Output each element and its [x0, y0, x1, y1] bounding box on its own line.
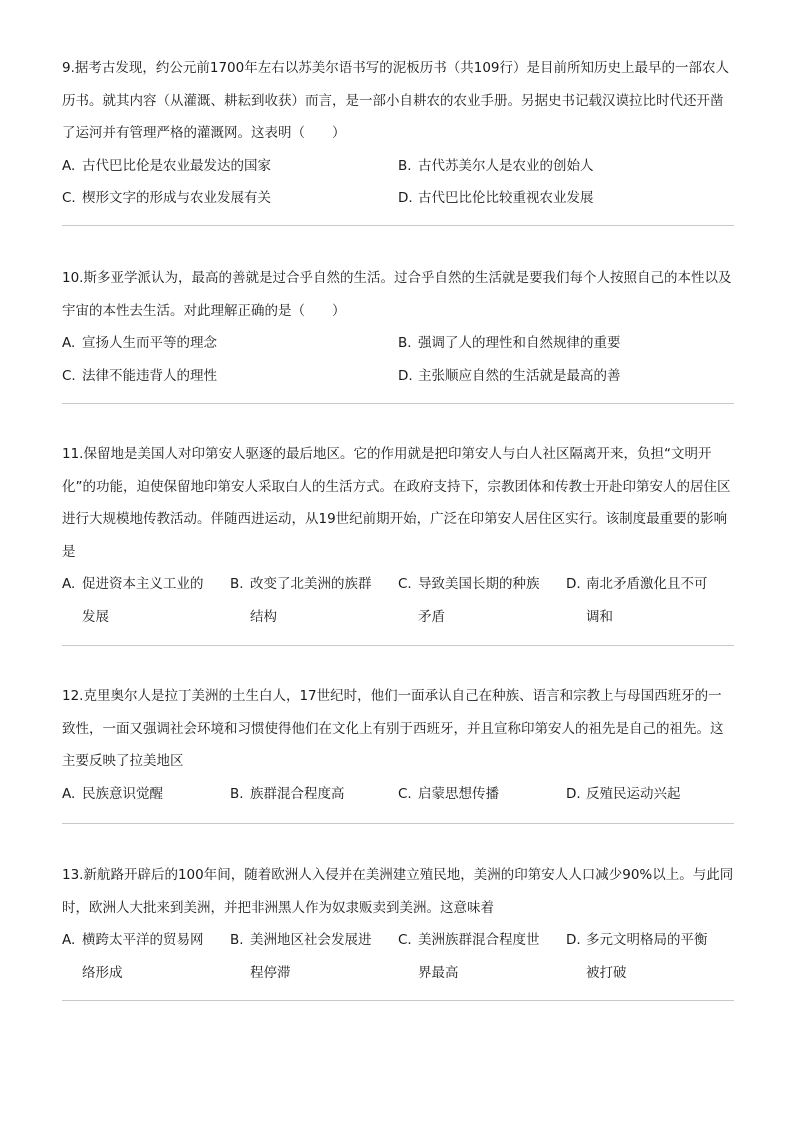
option-letter: D. [566, 932, 581, 949]
option-text: 古代巴比伦是农业最发达的国家 [82, 157, 271, 174]
option-text: 法律不能违背人的理性 [82, 367, 217, 384]
options-grid [62, 568, 734, 633]
option-letter: C. [62, 367, 76, 384]
question-stem: 12.克里奥尔人是拉丁美洲的土生白人，17世纪时，他们一面承认自己在种族、语言和宗教上与母国西班牙的一致性，一面又强调社会环境和习惯使得他们在文化上有别于西班牙，并且宣称印第安人的祖先是自己的祖先。这主要反映了拉美地区 [62, 688, 724, 770]
divider [62, 403, 734, 404]
option-b[interactable] [230, 778, 398, 811]
options-grid [62, 924, 734, 989]
option-letter: C. [398, 932, 412, 949]
option-a[interactable] [62, 924, 230, 989]
divider [62, 1000, 734, 1001]
option-b[interactable] [398, 327, 734, 360]
option-letter: D. [566, 576, 581, 593]
option-text: 宣扬人生而平等的理念 [82, 335, 217, 352]
option-a[interactable] [62, 150, 398, 183]
option-letter: D. [566, 785, 581, 802]
question-9 [62, 52, 734, 215]
option-d[interactable] [398, 360, 734, 393]
option-letter: B. [230, 932, 244, 949]
question-stem: 13.新航路开辟后的100年间，随着欧洲人入侵并在美洲建立殖民地，美洲的印第安人人口减少90%以上。与此同时，欧洲人大批来到美洲，并把非洲黑人作为奴隶贩卖到美洲。这意味着 [62, 867, 734, 916]
option-letter: A. [62, 932, 76, 949]
option-letter: B. [398, 157, 412, 174]
option-text: 美洲族群混合程度世界最高 [418, 932, 540, 981]
option-c[interactable] [62, 360, 398, 393]
option-letter: C. [398, 785, 412, 802]
question-13 [62, 859, 734, 989]
option-text: 族群混合程度高 [250, 785, 345, 802]
divider [62, 645, 734, 646]
option-text: 南北矛盾激化且不可调和 [586, 576, 708, 625]
option-c[interactable] [398, 568, 566, 633]
option-c[interactable] [398, 778, 566, 811]
option-letter: C. [398, 576, 412, 593]
option-letter: A. [62, 785, 76, 802]
question-stem: 9.据考古发现，约公元前1700年左右以苏美尔语书写的泥板历书（共109行）是目前所知历史上最早的一部农人历书。就其内容（从灌溉、耕耘到收获）而言，是一部小自耕农的农业手册。另据史书记载汉谟拉比时代还开凿了运河并有管理严格的灌溉网。这表明（ ） [62, 60, 730, 142]
option-letter: B. [230, 785, 244, 802]
option-text: 主张顺应自然的生活就是最高的善 [418, 367, 621, 384]
option-b[interactable] [230, 568, 398, 633]
option-text: 促进资本主义工业的发展 [82, 576, 204, 625]
question-12 [62, 680, 734, 810]
option-c[interactable] [398, 924, 566, 989]
options-grid [62, 327, 734, 392]
option-letter: D. [398, 367, 413, 384]
option-d[interactable] [566, 568, 734, 633]
option-text: 古代巴比伦比较重视农业发展 [418, 190, 594, 207]
option-b[interactable] [230, 924, 398, 989]
divider [62, 823, 734, 824]
options-grid [62, 150, 734, 215]
option-text: 楔形文字的形成与农业发展有关 [82, 190, 271, 207]
divider [62, 225, 734, 226]
question-11 [62, 438, 734, 634]
option-text: 导致美国长期的种族矛盾 [418, 576, 540, 625]
option-text: 反殖民运动兴起 [586, 785, 681, 802]
options-grid [62, 778, 734, 811]
option-letter: A. [62, 335, 76, 352]
option-letter: A. [62, 576, 76, 593]
question-10 [62, 262, 734, 392]
option-d[interactable] [566, 924, 734, 989]
question-stem: 11.保留地是美国人对印第安人驱逐的最后地区。它的作用就是把印第安人与白人社区隔离开来，负担“文明开化”的功能，迫使保留地印第安人采取白人的生活方式。在政府支持下，宗教团体和传教士开赴印第安人的居住区进行大规模地传教活动。伴随西进运动，从19世纪前期开始，广泛在印第安人居住区实行。该制度最重要的影响是 [62, 446, 731, 560]
option-text: 美洲地区社会发展进程停滞 [250, 932, 372, 981]
option-letter: A. [62, 157, 76, 174]
option-letter: C. [62, 190, 76, 207]
option-a[interactable] [62, 327, 398, 360]
option-text: 古代苏美尔人是农业的创始人 [418, 157, 594, 174]
option-b[interactable] [398, 150, 734, 183]
option-letter: B. [230, 576, 244, 593]
option-text: 改变了北美洲的族群结构 [250, 576, 372, 625]
option-text: 多元文明格局的平衡被打破 [586, 932, 708, 981]
option-text: 民族意识觉醒 [82, 785, 163, 802]
option-letter: D. [398, 190, 413, 207]
option-a[interactable] [62, 568, 230, 633]
option-letter: B. [398, 335, 412, 352]
option-c[interactable] [62, 182, 398, 215]
option-d[interactable] [566, 778, 734, 811]
option-text: 启蒙思想传播 [418, 785, 499, 802]
question-stem: 10.斯多亚学派认为，最高的善就是过合乎自然的生活。过合乎自然的生活就是要我们每个人按照自己的本性以及宇宙的本性去生活。对此理解正确的是（ ） [62, 270, 732, 319]
option-text: 强调了人的理性和自然规律的重要 [418, 335, 621, 352]
option-d[interactable] [398, 182, 734, 215]
option-text: 横跨太平洋的贸易网络形成 [82, 932, 204, 981]
option-a[interactable] [62, 778, 230, 811]
